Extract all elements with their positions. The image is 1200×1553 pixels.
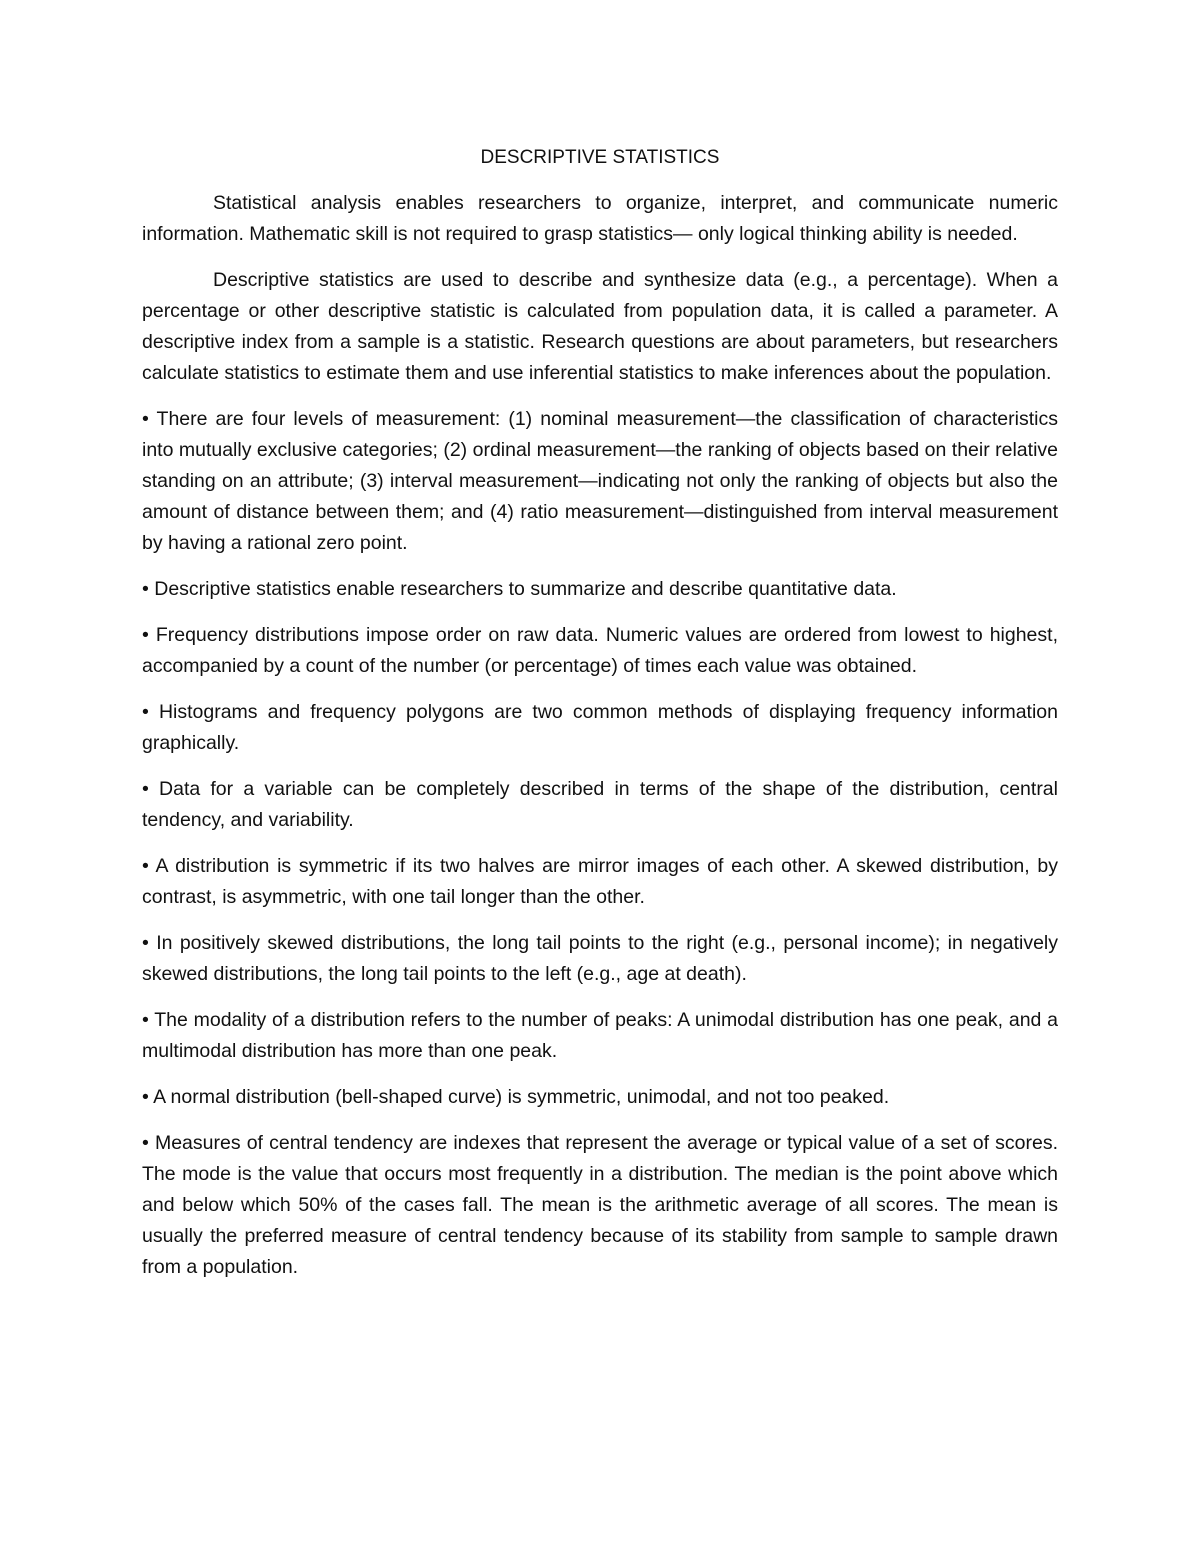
page-title: DESCRIPTIVE STATISTICS (480, 147, 720, 168)
document-page (142, 142, 1058, 1298)
bullet-text: Descriptive statistics enable researchers to summarize and describe quantitative data. (154, 578, 897, 600)
bullet-item-modality (142, 1005, 1058, 1067)
bullet-item-descriptive-statistics (142, 574, 1058, 605)
bullet-item-normal-distribution (142, 1082, 1058, 1113)
bullet-text: In positively skewed distributions, the long tail points to the right (e.g., personal income); in negatively skewed distributions, the long tail points to the left (e.g., age at death). (142, 932, 1058, 985)
bullet-symbol: • (142, 1086, 149, 1108)
bullet-item-histograms (142, 697, 1058, 759)
bullet-item-variable-description (142, 774, 1058, 836)
bullet-text: There are four levels of measurement: (1) nominal measurement—the classification of characteristics into mutually exclusive categories; (2) ordinal measurement—the ranking of objects based on their relative standing on an attribute; (3) interval measurement—indicating not only the ranking of objects but also the amount of distance between them; and (4) ratio measurement—distinguished from interval measurement by having a rational zero point. (142, 408, 1058, 554)
bullet-symbol: • (142, 578, 149, 600)
bullet-symbol: • (142, 1009, 149, 1031)
bullet-symbol: • (142, 778, 149, 800)
bullet-text: Measures of central tendency are indexes that represent the average or typical value of a set of scores. The mode is the value that occurs most frequently in a distribution. The median is the point above which and below which 50% of the cases fall. The mean is the arithmetic average of all scores. The mean is usually the preferred measure of central tendency because of its stability from sample to sample drawn from a population. (142, 1132, 1059, 1278)
bullet-item-central-tendency (142, 1128, 1058, 1283)
bullet-item-symmetric-distribution (142, 851, 1058, 913)
bullet-text: Data for a variable can be completely described in terms of the shape of the distribution, central tendency, and variability. (142, 778, 1058, 831)
bullet-text: Histograms and frequency polygons are two common methods of displaying frequency information graphically. (142, 701, 1059, 754)
bullet-symbol: • (142, 408, 149, 430)
bullet-text: Frequency distributions impose order on raw data. Numeric values are ordered from lowest to highest, accompanied by a count of the number (or percentage) of times each value was obtained. (142, 624, 1058, 677)
bullet-item-levels-of-measurement (142, 404, 1058, 559)
bullet-symbol: • (142, 855, 149, 877)
bullet-text: A normal distribution (bell-shaped curve) is symmetric, unimodal, and not too peaked. (153, 1086, 890, 1108)
bullet-symbol: • (142, 932, 149, 954)
intro-paragraph-1: Statistical analysis enables researchers to organize, interpret, and communicate numeric information. Mathematic skill is not required to grasp statistics— only logical thinking ability is needed. (142, 192, 1058, 245)
bullet-item-skewed-distributions (142, 928, 1058, 990)
bullet-symbol: • (142, 1132, 149, 1154)
bullet-symbol: • (142, 701, 149, 723)
bullet-text: A distribution is symmetric if its two halves are mirror images of each other. A skewed distribution, by contrast, is asymmetric, with one tail longer than the other. (142, 855, 1058, 908)
intro-paragraph-2: Descriptive statistics are used to describe and synthesize data (e.g., a percentage). When a percentage or other descriptive statistic is calculated from population data, it is called a parameter. A descriptive index from a sample is a statistic. Research questions are about parameters, but researchers calculate statistics to estimate them and use inferential statistics to make inferences about the population. (142, 269, 1058, 384)
bullet-symbol: • (142, 624, 149, 646)
bullet-text: The modality of a distribution refers to the number of peaks: A unimodal distribution has one peak, and a multimodal distribution has more than one peak. (142, 1009, 1058, 1062)
bullet-item-frequency-distributions (142, 620, 1058, 682)
